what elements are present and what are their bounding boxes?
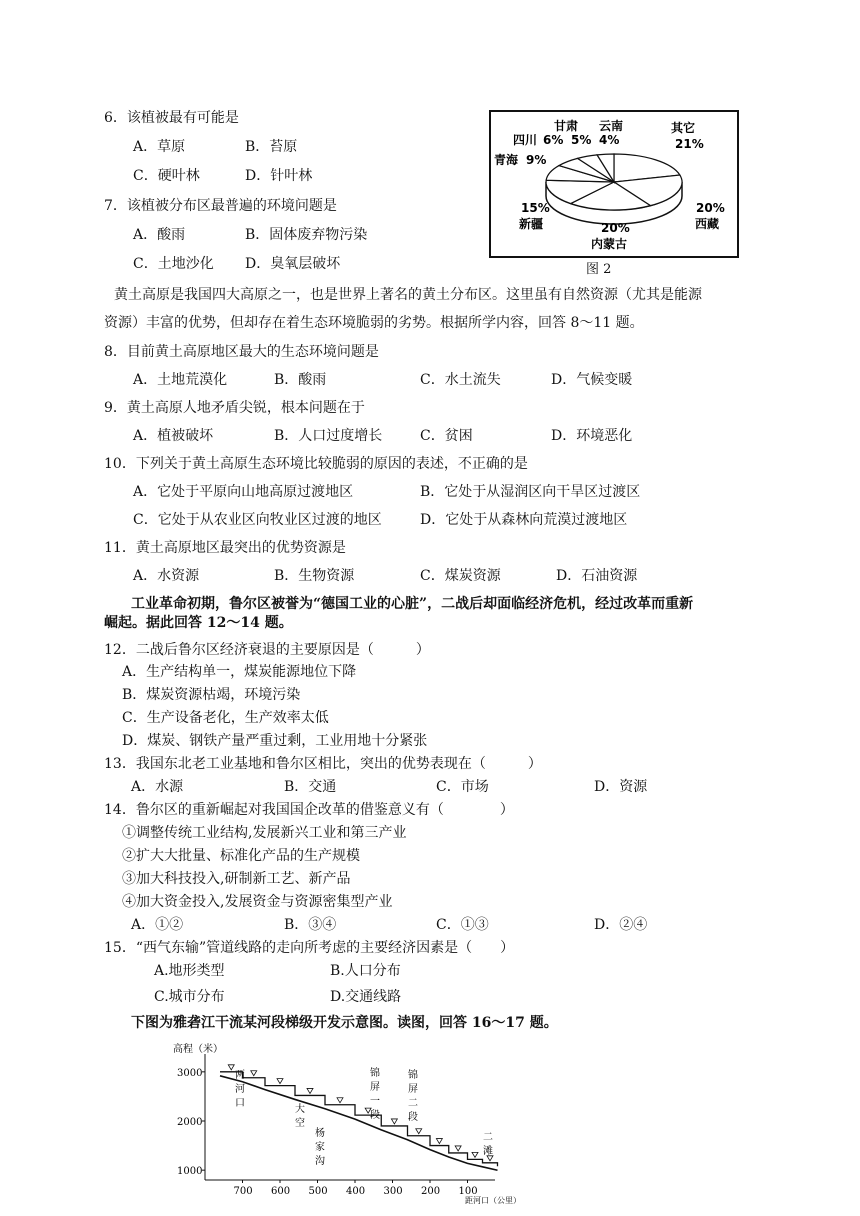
pie-chart bbox=[491, 112, 737, 256]
station-label-2-1: 家 bbox=[315, 1142, 325, 1153]
pie-label-xizang: 西藏 bbox=[695, 217, 720, 231]
y-tick-label-0: 3000 bbox=[177, 1067, 203, 1079]
q11-option-d: D．石油资源 bbox=[556, 568, 638, 584]
station-label-2-2: 沟 bbox=[315, 1156, 325, 1167]
x-tick-label-3: 400 bbox=[346, 1186, 366, 1197]
q15-option-d: D.交通线路 bbox=[330, 989, 402, 1005]
q15-stem: 15．“西气东输”管道线路的走向所考虑的主要经济因素是（ ） bbox=[104, 940, 515, 956]
q6-stem: 6．该植被最有可能是 bbox=[104, 110, 239, 126]
q13-stem: 13．我国东北老工业基地和鲁尔区相比，突出的优势表现在（ ） bbox=[104, 756, 542, 772]
q13-option-c: C．市场 bbox=[436, 779, 489, 795]
riverbed-line bbox=[220, 1076, 498, 1170]
pie-value-yunnan: 4% bbox=[599, 133, 620, 147]
q14-option-b: B．③④ bbox=[284, 917, 337, 933]
q8-option-b: B．酸雨 bbox=[274, 372, 327, 388]
q13-option-b: B．交通 bbox=[284, 779, 337, 795]
q8-option-d: D．气候变暖 bbox=[551, 372, 633, 388]
pie-value-other: 21% bbox=[675, 137, 704, 151]
station-label-4-2: 二 bbox=[408, 1098, 418, 1109]
station-label-1-1: 空 bbox=[295, 1118, 305, 1129]
pie-chart-figure bbox=[489, 110, 739, 258]
q10-option-a: A．它处于平原向山地高原过渡地区 bbox=[133, 484, 354, 500]
x-tick-label-2: 500 bbox=[308, 1186, 328, 1197]
q13-option-d: D．资源 bbox=[594, 779, 648, 795]
q15-option-b: B.人口分布 bbox=[330, 963, 401, 979]
station-label-3-1: 屏 bbox=[370, 1082, 380, 1093]
pie-label-sichuan: 四川 bbox=[513, 133, 538, 147]
q8-stem: 8．目前黄土高原地区最大的生态环境问题是 bbox=[104, 344, 379, 360]
q6-option-a: A．草原 bbox=[133, 139, 186, 155]
pie-label-neimenggu: 内蒙古 bbox=[591, 237, 628, 251]
q9-option-d: D．环境恶化 bbox=[551, 428, 633, 444]
station-label-1-0: 大 bbox=[295, 1104, 305, 1115]
q15-option-c: C.城市分布 bbox=[154, 989, 225, 1005]
intro-yalong: 下图为雅砻江干流某河段梯级开发示意图。读图，回答 16～17 题。 bbox=[131, 1015, 558, 1031]
q14-option-a: A．①② bbox=[131, 917, 184, 933]
pie-value-neimenggu: 20% bbox=[601, 221, 630, 235]
q9-option-a: A．植被破坏 bbox=[133, 428, 214, 444]
station-label-3-2: 一 bbox=[370, 1096, 380, 1107]
intro-loess-line2: 资源）丰富的优势，但却存在着生态环境脆弱的劣势。根据所学内容，回答 8～11 题。 bbox=[104, 315, 644, 331]
q8-option-c: C．水土流失 bbox=[420, 372, 501, 388]
q10-stem: 10．下列关于黄土高原生态环境比较脆弱的原因的表述，不正确的是 bbox=[104, 456, 528, 472]
x-tick-label-4: 300 bbox=[383, 1186, 403, 1197]
y-tick-label-1: 2000 bbox=[177, 1117, 203, 1128]
q12-option-c: C．生产设备老化，生产效率太低 bbox=[122, 710, 329, 726]
q14-item-3: ③加大科技投入,研制新工艺、新产品 bbox=[122, 871, 351, 887]
pie-value-qinghai: 9% bbox=[526, 153, 547, 167]
station-label-0-1: 河 bbox=[235, 1084, 245, 1095]
q6-option-d: D．针叶林 bbox=[245, 168, 313, 184]
q15-option-a: A.地形类型 bbox=[154, 963, 225, 979]
station-label-0-2: 口 bbox=[235, 1098, 245, 1109]
q14-option-d: D．②④ bbox=[594, 917, 648, 933]
q10-option-c: C．它处于从农业区向牧业区过渡的地区 bbox=[133, 512, 382, 528]
q6-option-c: C．硬叶林 bbox=[133, 168, 200, 184]
x-tick-label-1: 600 bbox=[271, 1186, 291, 1197]
water-marker-11 bbox=[472, 1152, 478, 1157]
q11-stem: 11．黄土高原地区最突出的优势资源是 bbox=[104, 540, 346, 556]
q12-option-a: A．生产结构单一，煤炭能源地位下降 bbox=[122, 664, 357, 680]
intro-ruhr-line1: 工业革命初期，鲁尔区被誉为“德国工业的心脏”，二战后却面临经济危机，经过改革而重新 bbox=[131, 596, 694, 612]
station-label-4-1: 屏 bbox=[408, 1084, 418, 1095]
water-marker-8 bbox=[416, 1129, 422, 1134]
q13-option-a: A．水源 bbox=[131, 779, 184, 795]
pie-value-xinjiang: 15% bbox=[521, 201, 550, 215]
y-axis-label: 高程（米） bbox=[173, 1044, 223, 1055]
river-profile-line bbox=[220, 1072, 498, 1166]
q14-option-c: C．①③ bbox=[436, 917, 489, 933]
pie-label-other: 其它 bbox=[671, 121, 696, 135]
station-label-0-0: 两 bbox=[235, 1070, 245, 1081]
station-label-2-0: 杨 bbox=[315, 1128, 325, 1139]
y-tick-label-2: 1000 bbox=[177, 1166, 203, 1178]
x-tick-label-5: 200 bbox=[421, 1186, 441, 1197]
pie-label-yunnan: 云南 bbox=[599, 119, 624, 133]
station-label-3-0: 锦 bbox=[370, 1068, 380, 1079]
water-marker-10 bbox=[455, 1146, 461, 1151]
q11-option-b: B．生物资源 bbox=[274, 568, 355, 584]
q8-option-a: A．土地荒漠化 bbox=[133, 372, 228, 388]
river-profile-chart bbox=[165, 1040, 521, 1210]
q7-option-a: A．酸雨 bbox=[133, 227, 186, 243]
q14-item-1: ①调整传统工业结构,发展新兴工业和第三产业 bbox=[122, 825, 407, 841]
station-label-4-0: 锦 bbox=[408, 1070, 418, 1081]
q14-item-4: ④加大资金投入,发展资金与资源密集型产业 bbox=[122, 894, 393, 910]
q9-option-b: B．人口过度增长 bbox=[274, 428, 383, 444]
station-label-5-1: 滩 bbox=[483, 1146, 493, 1157]
q12-option-b: B．煤炭资源枯竭，环境污染 bbox=[122, 687, 301, 703]
intro-ruhr-line2: 崛起。据此回答 12～14 题。 bbox=[104, 615, 293, 631]
pie-label-gansu: 甘肃 bbox=[554, 119, 579, 133]
station-label-5-0: 二 bbox=[483, 1132, 493, 1143]
q7-stem: 7．该植被分布区最普遍的环境问题是 bbox=[104, 198, 337, 214]
water-marker-9 bbox=[436, 1139, 442, 1144]
intro-loess-line1: 黄土高原是我国四大高原之一，也是世界上著名的黄土分布区。这里虽有自然资源（尤其是能源 bbox=[114, 287, 702, 303]
q9-option-c: C．贫困 bbox=[420, 428, 473, 444]
x-axis-label: 距河口（公里） bbox=[465, 1196, 521, 1205]
pie-value-xizang: 20% bbox=[696, 201, 725, 215]
q12-option-d: D．煤炭、钢铁产量严重过剩，工业用地十分紧张 bbox=[122, 733, 428, 749]
q6-option-b: B．苔原 bbox=[245, 139, 298, 155]
figure-caption: 图 2 bbox=[586, 262, 612, 277]
q7-option-c: C．土地沙化 bbox=[133, 256, 214, 272]
water-marker-5 bbox=[337, 1098, 343, 1103]
q7-option-b: B．固体废弃物污染 bbox=[245, 227, 368, 243]
water-marker-2 bbox=[251, 1071, 257, 1076]
water-marker-7 bbox=[391, 1119, 397, 1124]
q11-option-c: C．煤炭资源 bbox=[420, 568, 501, 584]
q9-stem: 9．黄土高原人地矛盾尖锐，根本问题在于 bbox=[104, 400, 365, 416]
water-marker-4 bbox=[307, 1088, 313, 1093]
q7-option-d: D．臭氧层破坏 bbox=[245, 256, 341, 272]
water-marker-1 bbox=[228, 1065, 234, 1070]
station-label-4-3: 段 bbox=[408, 1112, 418, 1123]
q10-option-b: B．它处于从湿润区向干旱区过渡区 bbox=[420, 484, 641, 500]
pie-value-sichuan: 6% bbox=[543, 133, 564, 147]
pie-label-xinjiang: 新疆 bbox=[519, 217, 544, 231]
x-tick-label-6: 100 bbox=[458, 1186, 478, 1197]
q14-item-2: ②扩大大批量、标准化产品的生产规模 bbox=[122, 848, 360, 864]
pie-value-gansu: 5% bbox=[571, 133, 592, 147]
q12-stem: 12．二战后鲁尔区经济衰退的主要原因是（ ） bbox=[104, 642, 430, 658]
q14-stem: 14．鲁尔区的重新崛起对我国国企改革的借鉴意义有（ ） bbox=[104, 802, 514, 818]
pie-label-qinghai: 青海 bbox=[494, 153, 519, 167]
q10-option-d: D．它处于从森林向荒漠过渡地区 bbox=[420, 512, 628, 528]
station-label-3-3: 段 bbox=[370, 1110, 380, 1121]
x-tick-label-0: 700 bbox=[233, 1186, 253, 1197]
q11-option-a: A．水资源 bbox=[133, 568, 200, 584]
water-marker-3 bbox=[277, 1079, 283, 1084]
